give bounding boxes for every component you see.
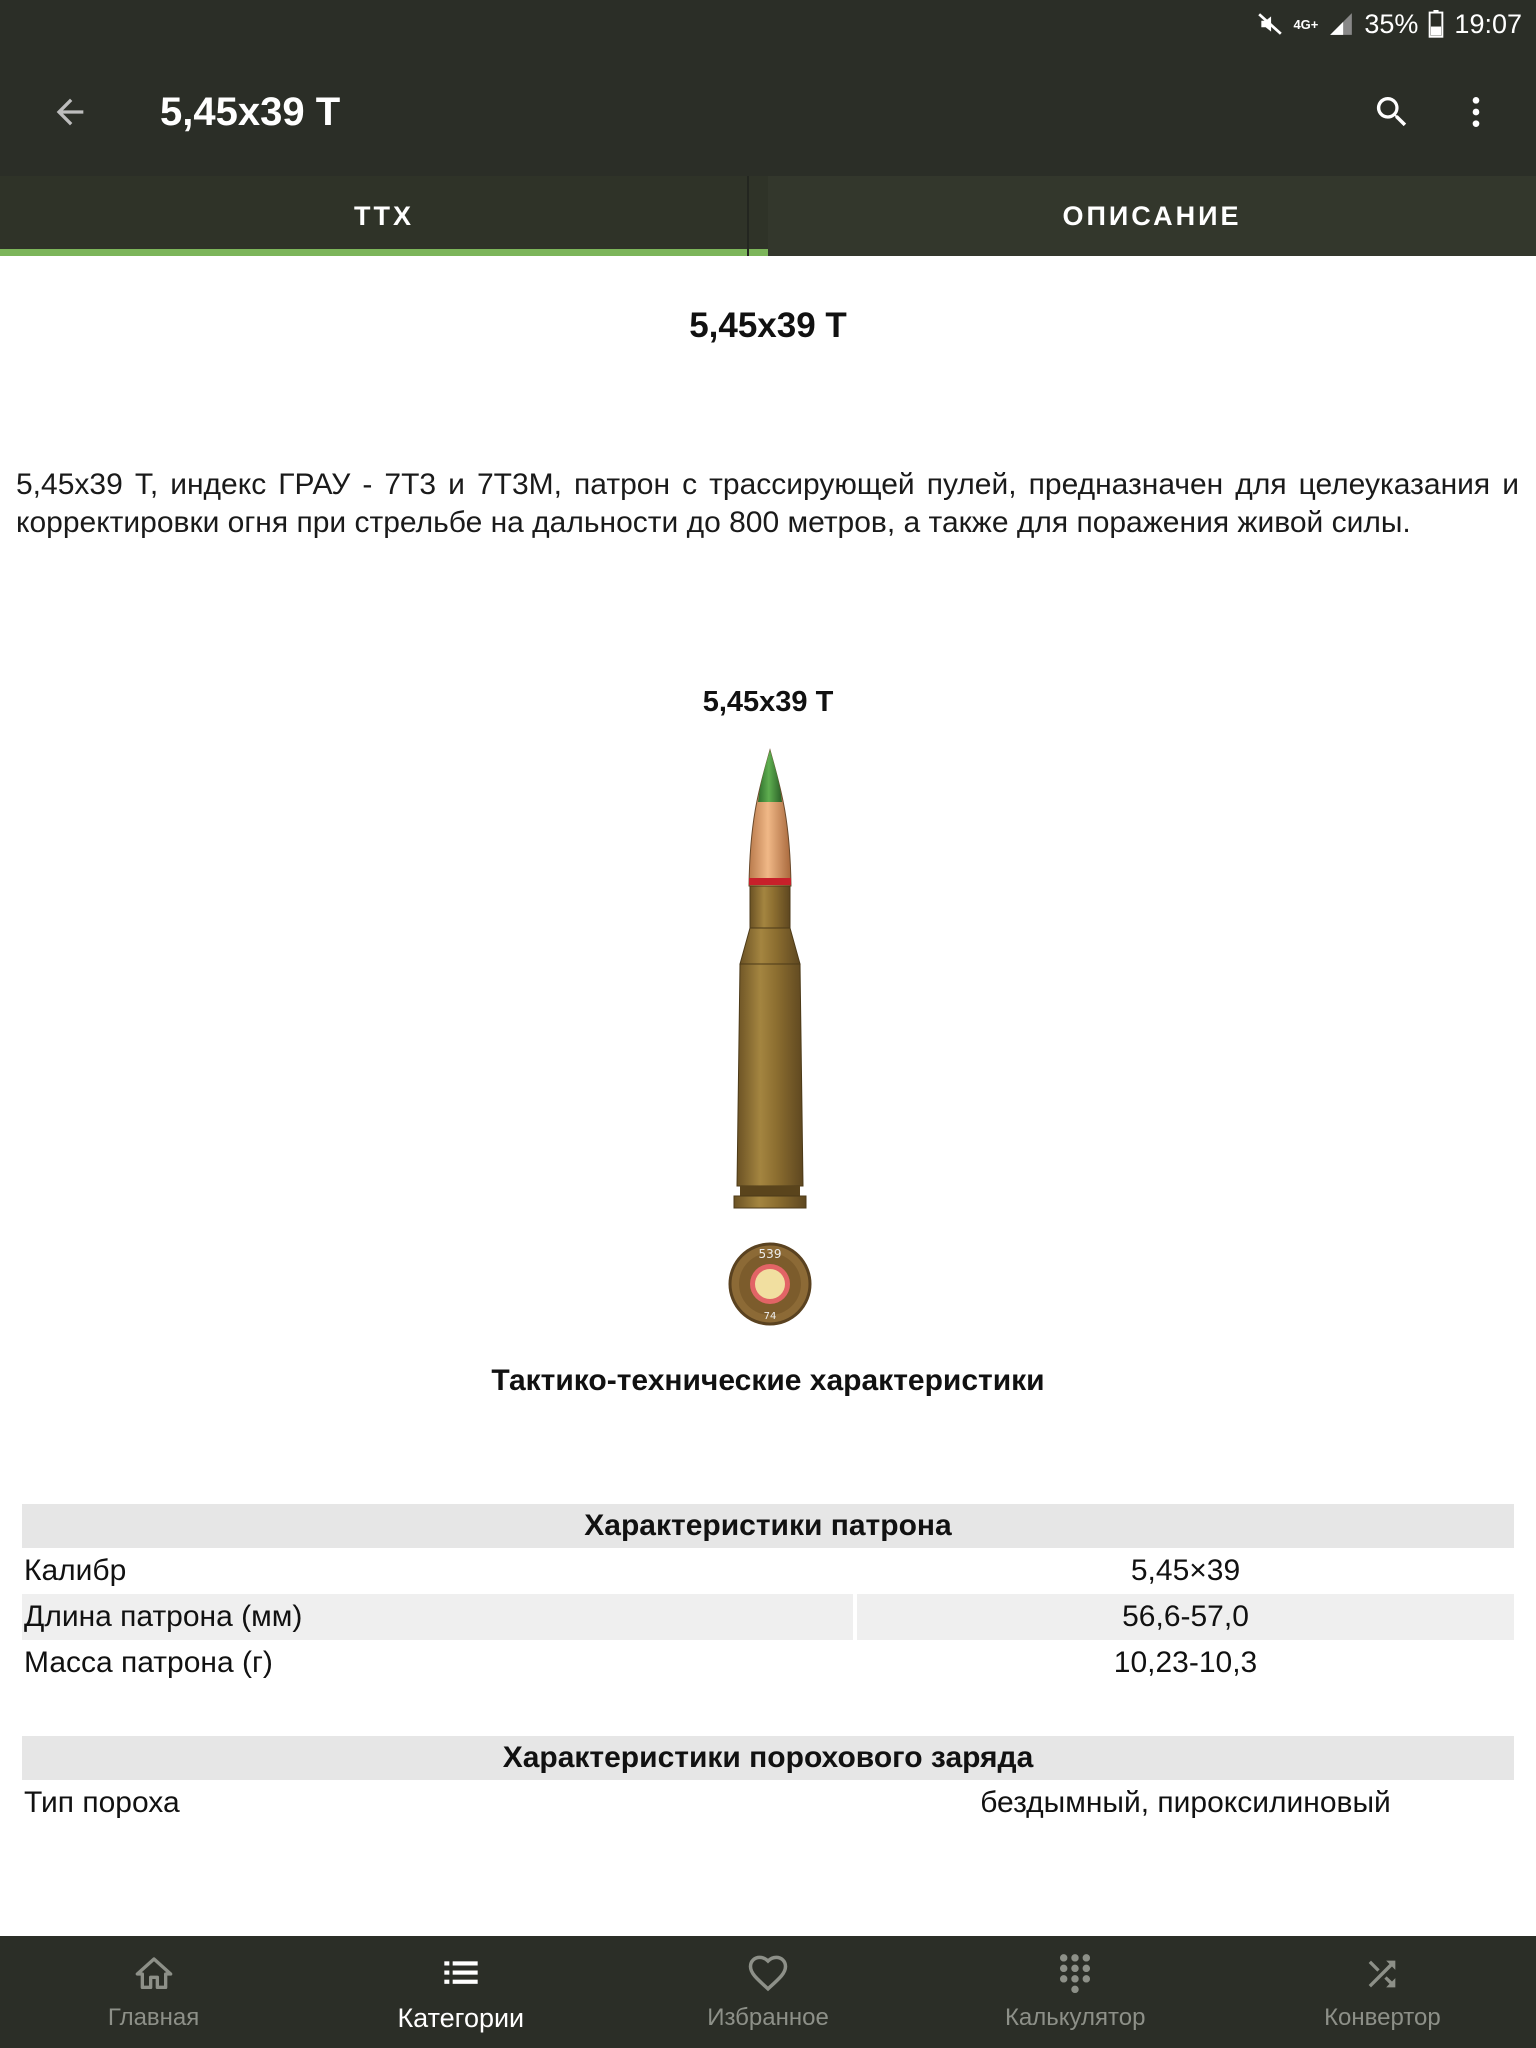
nav-favorites-label: Избранное bbox=[707, 2004, 829, 2031]
nav-categories[interactable] bbox=[307, 1936, 614, 2048]
row-label: Длина патрона (мм) bbox=[22, 1594, 853, 1640]
clock: 19:07 bbox=[1454, 8, 1522, 39]
figure-title: 5,45x39 Т bbox=[702, 686, 834, 718]
specs-title: Тактико-технические характеристики bbox=[491, 1364, 1045, 1397]
more-vert-icon bbox=[1456, 92, 1496, 132]
row-label: Калибр bbox=[24, 1554, 127, 1587]
tab-bar bbox=[0, 176, 1536, 256]
home-icon bbox=[134, 1952, 174, 1996]
shuffle-icon bbox=[1362, 1952, 1402, 1996]
row-label: Тип пороха bbox=[24, 1786, 180, 1819]
headstamp-image bbox=[728, 1242, 812, 1326]
more-options-button[interactable] bbox=[1450, 86, 1502, 138]
nav-home-label: Главная bbox=[107, 2004, 200, 2031]
row-value: бездымный, пироксилиновый bbox=[980, 1786, 1391, 1819]
search-button[interactable] bbox=[1366, 86, 1418, 138]
content-heading: 5,45x39 Т bbox=[689, 306, 847, 345]
table-row bbox=[22, 1594, 1514, 1640]
cartridge-image bbox=[700, 746, 840, 1226]
content-area[interactable] bbox=[0, 256, 1536, 1936]
nav-calculator[interactable] bbox=[922, 1936, 1229, 2048]
status-bar bbox=[0, 0, 1536, 48]
tab-ttx[interactable] bbox=[0, 176, 768, 256]
search-icon bbox=[1372, 92, 1412, 132]
table-row bbox=[22, 1780, 1514, 1826]
nav-categories-label: Категории bbox=[397, 2002, 525, 2033]
page-title: 5,45x39 Т bbox=[160, 90, 341, 134]
tab-description[interactable] bbox=[768, 176, 1536, 256]
tab-ttx-label: ТТХ bbox=[354, 200, 414, 231]
nav-converter-label: Конвертор bbox=[1324, 2004, 1441, 2031]
nav-home[interactable] bbox=[0, 1936, 307, 2048]
mute-icon bbox=[1257, 11, 1283, 37]
headstamp-bottom-label: 74 bbox=[763, 1311, 777, 1322]
signal-icon bbox=[1328, 11, 1354, 37]
arrow-back-icon bbox=[50, 92, 90, 132]
network-type-icon bbox=[1293, 18, 1318, 31]
network-type-label: 4G+ bbox=[1293, 16, 1319, 32]
description-text: 5,45x39 Т, индекс ГРАУ - 7Т3 и 7Т3М, патрон с трассирующей пулей, предназначен для целеуказания и корректировки огня при стрельбе на дальности до 800 метров, а также для поражения живой силы. bbox=[16, 468, 1519, 539]
bottom-navigation bbox=[0, 1936, 1536, 2048]
battery-percent: 35% bbox=[1364, 8, 1419, 39]
row-value: 56,6-57,0 bbox=[857, 1594, 1514, 1640]
row-value: 5,45×39 bbox=[1130, 1554, 1241, 1587]
tab-divider bbox=[747, 176, 749, 256]
nav-calculator-label: Калькулятор bbox=[1004, 2004, 1146, 2031]
app-bar bbox=[0, 48, 1536, 176]
list-icon bbox=[441, 1951, 481, 1995]
table-row bbox=[22, 1640, 1514, 1686]
table-row bbox=[22, 1548, 1514, 1594]
table-header: Характеристики патрона bbox=[22, 1504, 1514, 1548]
table-header: Характеристики порохового заряда bbox=[22, 1736, 1514, 1780]
heart-icon bbox=[747, 1952, 789, 1996]
row-value: 10,23-10,3 bbox=[1113, 1646, 1258, 1679]
nav-favorites[interactable] bbox=[614, 1936, 921, 2048]
nav-converter[interactable] bbox=[1229, 1936, 1536, 2048]
battery-icon bbox=[1428, 10, 1444, 38]
powder-specs-table bbox=[18, 1736, 1518, 1826]
row-label: Масса патрона (г) bbox=[24, 1646, 273, 1679]
tab-description-label: ОПИСАНИЕ bbox=[1062, 200, 1242, 231]
cartridge-specs-table bbox=[18, 1504, 1518, 1686]
back-button[interactable] bbox=[46, 88, 94, 136]
headstamp-top-label: 539 bbox=[758, 1247, 782, 1261]
dialpad-icon bbox=[1055, 1952, 1095, 1996]
